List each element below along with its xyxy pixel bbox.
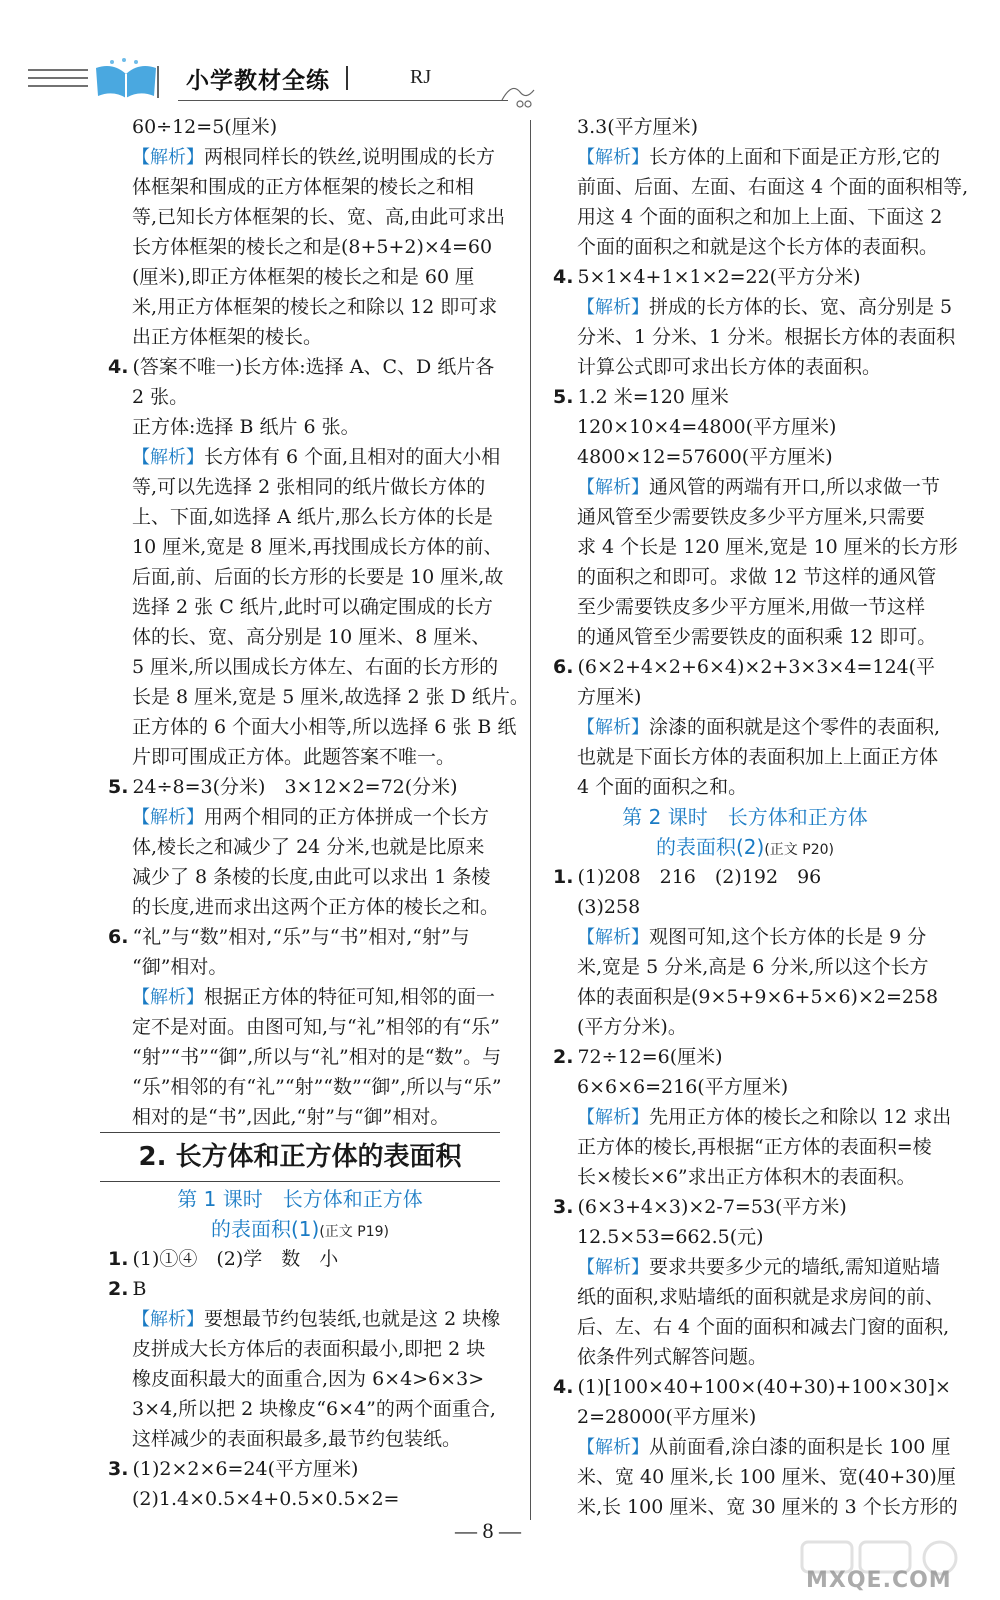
- analysis-tag: 【解析】: [577, 477, 649, 498]
- answer-line: [100, 322, 500, 352]
- line-text: 纸的面积,求贴墙纸的面积就是求房间的前、: [577, 1286, 945, 1308]
- answer-line: [545, 1132, 945, 1162]
- question-number: 1.: [108, 1248, 129, 1270]
- line-text: 4 个面的面积之和。: [577, 776, 748, 798]
- line-text: (1)208 216 (2)192 96: [577, 866, 822, 888]
- answer-line: [100, 1012, 500, 1042]
- line-text: 正方体的 6 个面大小相等,所以选择 6 张 B 纸: [132, 716, 517, 738]
- line-text: 的长度,进而求出这两个正方体的棱长之和。: [132, 896, 500, 918]
- answer-line: [100, 562, 504, 592]
- analysis-tag: 【解析】: [577, 1437, 649, 1458]
- answer-line: [100, 1042, 500, 1072]
- line-text: 从前面看,涂白漆的面积是长 100 厘: [649, 1436, 951, 1458]
- lesson-2-title-line2: [545, 832, 945, 862]
- line-text: 等,已知长方体框架的长、宽、高,由此可求出: [132, 206, 506, 228]
- question-number: 4.: [108, 356, 129, 378]
- line-text: 长×棱长×6”求出正方体积木的表面积。: [577, 1166, 916, 1188]
- answer-line: [100, 1072, 500, 1102]
- answer-line: [100, 412, 500, 442]
- line-text: 至少需要铁皮多少平方厘米,用做一节这样: [577, 596, 926, 618]
- answer-line: [545, 472, 945, 502]
- line-text: 求 4 个长是 120 厘米,宽是 10 厘米的长方形: [577, 536, 958, 558]
- answer-line: [545, 922, 945, 952]
- line-text: 等,可以先选择 2 张相同的纸片做长方体的: [132, 476, 486, 498]
- answer-line: [100, 262, 500, 292]
- answer-line: [100, 712, 517, 742]
- line-text: 橡皮面积最大的面重合,因为 6×4>6×3>: [132, 1368, 485, 1390]
- answer-line: [100, 382, 500, 412]
- line-text: 10 厘米,宽是 8 厘米,再找围成长方体的前、: [132, 536, 503, 558]
- answer-line: [100, 622, 500, 652]
- line-text: “射”“书”“御”,所以与“礼”相对的是“数”。与: [132, 1046, 502, 1068]
- line-text: 2 张。: [132, 386, 189, 408]
- answer-line: [545, 652, 945, 682]
- answer-line: [100, 1394, 500, 1424]
- answer-line: [545, 592, 945, 622]
- answer-line: [545, 772, 945, 802]
- line-text: 片即可围成正方体。此题答案不唯一。: [132, 746, 456, 768]
- answer-line: [100, 502, 500, 532]
- line-text: 方厘米): [577, 686, 642, 708]
- analysis-tag: 【解析】: [132, 1309, 204, 1330]
- answer-line: [545, 1342, 945, 1372]
- answer-line: [545, 142, 945, 172]
- answer-line: [100, 952, 500, 982]
- question-number: 5.: [108, 776, 129, 798]
- line-text: 3×4,所以把 2 块橡皮“6×4”的两个面重合,: [132, 1398, 496, 1420]
- header-separator: [346, 66, 348, 90]
- page-number: — 8 —: [455, 1518, 521, 1543]
- analysis-tag: 【解析】: [577, 1257, 649, 1278]
- analysis-tag: 【解析】: [577, 717, 649, 738]
- line-text: 皮拼成大长方体后的表面积最小,即把 2 块: [132, 1338, 486, 1360]
- line-text: 长方体的上面和下面是正方形,它的: [649, 146, 941, 168]
- header-rule: [178, 100, 508, 101]
- line-text: 后、左、右 4 个面的面积和减去门窗的面积,: [577, 1316, 950, 1338]
- answer-line: [100, 1484, 500, 1514]
- line-text: 先用正方体的棱长之和除以 12 求出: [649, 1106, 952, 1128]
- line-text: 的通风管至少需要铁皮的面积乘 12 即可。: [577, 626, 937, 648]
- answer-line: [545, 1072, 945, 1102]
- line-text: 体的长、宽、高分别是 10 厘米、8 厘米、: [132, 626, 491, 648]
- answer-line: [545, 1492, 958, 1522]
- question-number: 3.: [108, 1458, 129, 1480]
- answer-line: [545, 412, 945, 442]
- line-text: (6×2+4×2+6×4)×2+3×3×4=124(平: [577, 656, 936, 678]
- line-text: 120×10×4=4800(平方厘米): [577, 416, 837, 438]
- question-number: 3.: [553, 1196, 574, 1218]
- line-text: 根据正方体的特征可知,相邻的面一: [204, 986, 496, 1008]
- answer-line: [100, 1424, 500, 1454]
- line-text: “乐”相邻的有“礼”“射”“数”“御”,所以与“乐”: [132, 1076, 502, 1098]
- answer-line: [545, 712, 945, 742]
- answer-line: [100, 232, 500, 262]
- line-text: 24÷8=3(分米) 3×12×2=72(分米): [132, 776, 458, 798]
- line-text: 上、下面,如选择 A 纸片,那么长方体的长是: [132, 506, 493, 528]
- line-text: 这样减少的表面积最多,最节约包装纸。: [132, 1428, 462, 1450]
- answer-line: [100, 1274, 500, 1304]
- answer-line: [545, 352, 945, 382]
- answer-line: [545, 532, 958, 562]
- section-rule-top: [100, 1132, 500, 1133]
- answer-line: [100, 442, 500, 472]
- answer-line: [100, 652, 500, 682]
- answer-line: [100, 1304, 500, 1334]
- answer-line: [545, 292, 953, 322]
- left-answers-part1: [100, 112, 529, 1132]
- answer-line: [100, 592, 500, 622]
- lesson-2-page-ref: (正文 P20): [764, 842, 834, 858]
- brand-title: 小学教材全练: [186, 68, 330, 94]
- line-text: 相对的是“书”,因此,“射”与“御”相对。: [132, 1106, 450, 1128]
- answer-line: [545, 1282, 945, 1312]
- line-text: 3.3(平方厘米): [577, 116, 699, 138]
- answer-line: [100, 742, 500, 772]
- line-text: 计算公式即可求出长方体的表面积。: [577, 356, 882, 378]
- line-text: 12.5×53=662.5(元): [577, 1226, 764, 1248]
- line-text: 两根同样长的铁丝,说明围成的长方: [204, 146, 496, 168]
- line-text: 米、宽 40 厘米,长 100 厘米、宽(40+30)厘: [577, 1466, 956, 1488]
- lesson-2-title-text: 的表面积(2): [656, 835, 765, 859]
- answer-line: [545, 1012, 945, 1042]
- line-text: 前面、后面、左面、右面这 4 个面的面积相等,: [577, 176, 969, 198]
- lesson-1-title-line2: [100, 1214, 500, 1244]
- line-text: (2)1.4×0.5×4+0.5×0.5×2=: [132, 1488, 400, 1510]
- line-text: 涂漆的面积就是这个零件的表面积,: [649, 716, 941, 738]
- question-number: 4.: [553, 266, 574, 288]
- decorative-curl-icon: [498, 78, 538, 108]
- question-number: 1.: [553, 866, 574, 888]
- line-text: 减少了 8 条棱的长度,由此可以求出 1 条棱: [132, 866, 491, 888]
- answer-line: [545, 202, 945, 232]
- analysis-tag: 【解析】: [577, 1107, 649, 1128]
- line-text: 通风管至少需要铁皮多少平方厘米,只需要: [577, 506, 926, 528]
- answer-line: [545, 622, 945, 652]
- answer-line: [100, 922, 500, 952]
- line-text: 要想最节约包装纸,也就是这 2 块橡: [204, 1308, 501, 1330]
- line-text: (厘米),即正方体框架的棱长之和是 60 厘: [132, 266, 475, 288]
- line-text: 拼成的长方体的长、宽、高分别是 5: [649, 296, 953, 318]
- answer-line: [545, 982, 945, 1012]
- line-text: 4800×12=57600(平方厘米): [577, 446, 833, 468]
- line-text: 72÷12=6(厘米): [577, 1046, 723, 1068]
- line-text: 60÷12=5(厘米): [132, 116, 278, 138]
- answer-line: [100, 472, 500, 502]
- line-text: (1)①④ (2)学 数 小: [132, 1248, 339, 1270]
- line-text: 观图可知,这个长方体的长是 9 分: [649, 926, 927, 948]
- right-column: [545, 112, 969, 1522]
- line-text: 米,长 100 厘米、宽 30 厘米的 3 个长方形的: [577, 1496, 958, 1518]
- line-text: 的面积之和即可。求做 12 节这样的通风管: [577, 566, 937, 588]
- answer-line: [545, 952, 945, 982]
- analysis-tag: 【解析】: [132, 807, 204, 828]
- line-text: 长方体框架的棱长之和是(8+5+2)×4=60: [132, 236, 493, 258]
- book-logo-icon: [28, 58, 178, 102]
- line-text: 用两个相同的正方体拼成一个长方: [204, 806, 490, 828]
- answer-line: [545, 1102, 952, 1132]
- question-number: 6.: [108, 926, 129, 948]
- answer-line: [100, 832, 500, 862]
- answer-line: [545, 1252, 945, 1282]
- line-text: 体的表面积是(9×5+9×6+5×6)×2=258: [577, 986, 939, 1008]
- answer-line: [545, 1192, 945, 1222]
- line-text: 定不是对面。由图可知,与“礼”相邻的有“乐”: [132, 1016, 500, 1038]
- line-text: 体,棱长之和减少了 24 分米,也就是比原来: [132, 836, 485, 858]
- line-text: 5×1×4+1×1×2=22(平方分米): [577, 266, 861, 288]
- answer-line: [545, 262, 945, 292]
- column-divider: [530, 120, 531, 1520]
- lesson-1-title-text: 的表面积(1): [211, 1217, 320, 1241]
- answer-line: [545, 1312, 950, 1342]
- answer-line: [100, 142, 500, 172]
- answer-line: [100, 982, 500, 1012]
- answer-line: [100, 1244, 500, 1274]
- left-answers-part2: [100, 1244, 500, 1514]
- answer-line: [545, 382, 945, 412]
- line-text: “御”相对。: [132, 956, 228, 978]
- line-text: 要求共要多少元的墙纸,需知道贴墙: [649, 1256, 941, 1278]
- answer-line: [100, 772, 500, 802]
- line-text: 正方体的棱长,再根据“正方体的表面积=棱: [577, 1136, 932, 1158]
- answer-line: [545, 862, 945, 892]
- answer-line: [545, 1432, 951, 1462]
- answer-line: [100, 202, 506, 232]
- answer-line: [100, 1364, 500, 1394]
- edition-label: RJ: [410, 66, 432, 88]
- answer-line: [100, 112, 500, 142]
- line-text: “礼”与“数”相对,“乐”与“书”相对,“射”与: [132, 926, 470, 948]
- watermark-text: MXQE.COM: [806, 1568, 952, 1593]
- line-text: (答案不唯一)长方体:选择 A、C、D 纸片各: [132, 356, 495, 378]
- question-number: 2.: [108, 1278, 129, 1300]
- lesson-1-title-line1: 第 1 课时 长方体和正方体: [177, 1187, 423, 1211]
- analysis-tag: 【解析】: [132, 987, 204, 1008]
- line-text: 个面的面积之和就是这个长方体的表面积。: [577, 236, 939, 258]
- line-text: 长方体有 6 个面,且相对的面大小相: [204, 446, 501, 468]
- answer-line: [100, 682, 529, 712]
- answer-line: [545, 172, 969, 202]
- answer-line: [545, 892, 945, 922]
- line-text: 选择 2 张 C 纸片,此时可以确定围成的长方: [132, 596, 493, 618]
- line-text: 正方体:选择 B 纸片 6 张。: [132, 416, 360, 438]
- left-column: [100, 112, 529, 1514]
- right-answers-part2: [545, 862, 958, 1522]
- analysis-tag: 【解析】: [577, 297, 649, 318]
- answer-line: [100, 532, 503, 562]
- answer-line: [545, 1402, 945, 1432]
- right-answers-part1: [545, 112, 969, 802]
- line-text: 用这 4 个面的面积之和加上上面、下面这 2: [577, 206, 943, 228]
- line-text: 后面,前、后面的长方形的长要是 10 厘米,故: [132, 566, 504, 588]
- question-number: 2.: [553, 1046, 574, 1068]
- line-text: 米,宽是 5 分米,高是 6 分米,所以这个长方: [577, 956, 929, 978]
- analysis-tag: 【解析】: [132, 447, 204, 468]
- line-text: 5 厘米,所以围成长方体左、右面的长方形的: [132, 656, 499, 678]
- question-number: 6.: [553, 656, 574, 678]
- line-text: (1)2×2×6=24(平方厘米): [132, 1458, 359, 1480]
- line-text: 通风管的两端有开口,所以求做一节: [649, 476, 941, 498]
- answer-line: [545, 232, 945, 262]
- answer-line: [545, 562, 945, 592]
- line-text: 长是 8 厘米,宽是 5 厘米,故选择 2 张 D 纸片。: [132, 686, 529, 708]
- line-text: (3)258: [577, 896, 641, 918]
- line-text: (平方分米)。: [577, 1016, 687, 1038]
- line-text: 体框架和围成的正方体框架的棱长之和相: [132, 176, 475, 198]
- analysis-tag: 【解析】: [577, 147, 649, 168]
- answer-line: [100, 1454, 500, 1484]
- analysis-tag: 【解析】: [132, 147, 204, 168]
- answer-line: [545, 442, 945, 472]
- answer-line: [545, 1222, 945, 1252]
- answer-line: [100, 862, 500, 892]
- answer-line: [100, 292, 500, 322]
- answer-line: [100, 802, 500, 832]
- section-title: 2. 长方体和正方体的表面积: [138, 1142, 462, 1172]
- answer-line: [545, 1372, 951, 1402]
- section-rule-bottom: [100, 1181, 500, 1182]
- question-number: 4.: [553, 1376, 574, 1398]
- answer-line: [100, 352, 500, 382]
- answer-line: [545, 322, 956, 352]
- line-text: 1.2 米=120 厘米: [577, 386, 729, 408]
- line-text: 6×6×6=216(平方厘米): [577, 1076, 789, 1098]
- answer-line: [100, 1334, 500, 1364]
- line-text: 分米、1 分米、1 分米。根据长方体的表面积: [577, 326, 956, 348]
- answer-line: [545, 1462, 956, 1492]
- line-text: (1)[100×40+100×(40+30)+100×30]×: [577, 1376, 951, 1398]
- answer-line: [100, 1102, 500, 1132]
- line-text: (6×3+4×3)×2-7=53(平方米): [577, 1196, 847, 1218]
- line-text: 也就是下面长方体的表面积加上上面正方体: [577, 746, 939, 768]
- answer-line: [100, 892, 500, 922]
- answer-line: [545, 682, 945, 712]
- line-text: 2=28000(平方厘米): [577, 1406, 757, 1428]
- lesson-1-page-ref: (正文 P19): [319, 1224, 389, 1240]
- answer-line: [545, 502, 945, 532]
- answer-line: [100, 172, 500, 202]
- line-text: 依条件列式解答问题。: [577, 1346, 768, 1368]
- line-text: B: [132, 1278, 147, 1300]
- answer-line: [545, 1042, 945, 1072]
- page-header: [28, 58, 508, 102]
- answer-line: [545, 112, 945, 142]
- line-text: 米,用正方体框架的棱长之和除以 12 即可求: [132, 296, 498, 318]
- answer-line: [545, 742, 945, 772]
- question-number: 5.: [553, 386, 574, 408]
- answer-line: [545, 1162, 945, 1192]
- analysis-tag: 【解析】: [577, 927, 649, 948]
- line-text: 出正方体框架的棱长。: [132, 326, 323, 348]
- lesson-2-title-line1: 第 2 课时 长方体和正方体: [622, 805, 868, 829]
